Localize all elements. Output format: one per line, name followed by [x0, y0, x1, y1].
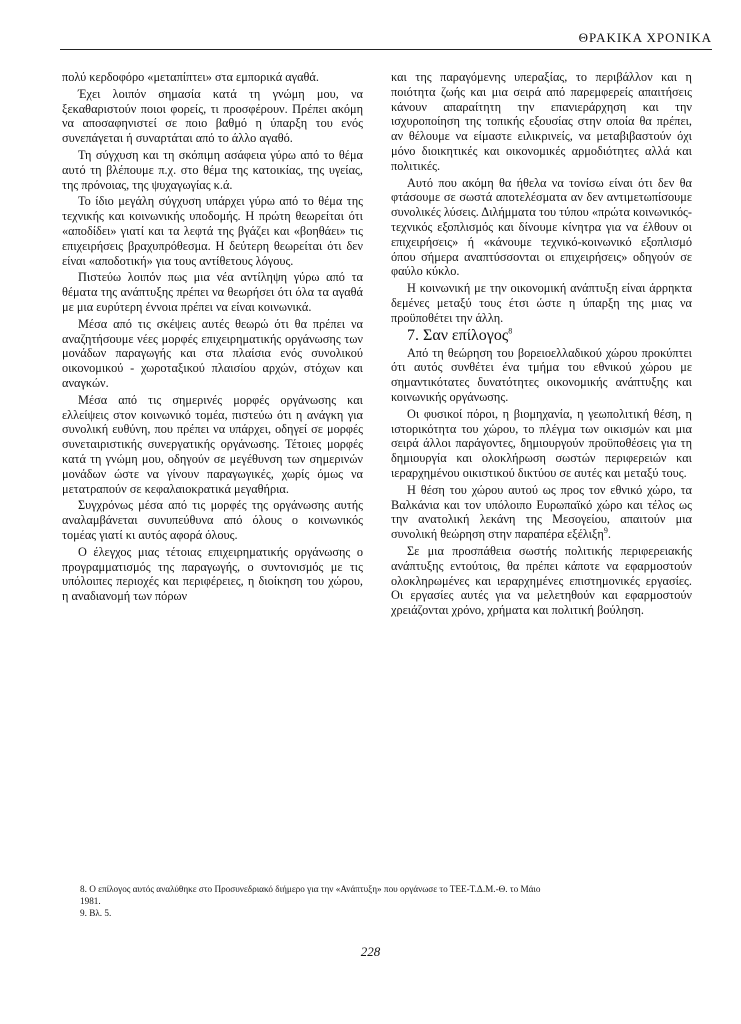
footnote: 8. Ο επίλογος αυτός αναλύθηκε στο Προσυνεδριακό διήμερο για την «Ανάπτυξη» που οργάνωσε το ΤΕΕ-Τ.Δ.Μ.-Θ. το Μάιο 1981.	[80, 884, 541, 906]
body-paragraph: Συγχρόνως μέσα από τις μορφές της οργάνωσης αυτής αναλαμβάνεται συνυπεύθυνα από όλους ο κοινωνικός τομέας γιατί κι αυτός αφορά όλους.	[62, 498, 363, 542]
body-paragraph: Πιστεύω λοιπόν πως μια νέα αντίληψη γύρω από τα θέματα της ανάπτυξης πρέπει να θεωρήσει ότι όλα τα αγαθά με μια ευρύτερη έννοια πρέπει να είναι κοινωνικά.	[62, 270, 363, 314]
section-heading	[391, 326, 692, 346]
body-paragraph	[391, 346, 692, 405]
paragraph-text: Οι φυσικοί πόροι, η βιομηχανία, η γεωπολιτική θέση, η ιστορικότητα του χώρου, το πλέγμα των οικισμών και μια σειρά άλλοι παράγοντες, δημιουργούν προϋποθέσεις για τη δημιουργία και ολοκλήρωση σωστών περιφερειών και ιεραρχημένου οικιστικού δικτύου σε αυτές και μεταξύ τους.	[391, 406, 692, 480]
body-paragraph: Το ίδιο μεγάλη σύγχυση υπάρχει γύρω από το θέμα της τεχνικής και κοινωνικής υποδομής. Η πρώτη θεωρείται ότι «αποδίδει» γιατί και τα λεφτά της βγάζει και «βοηθάει» τις επιχειρήσεις βραχυπρόθεσμα. Η δεύτερη θεωρείται ότι δεν είναι «αποδοτική» για τους αντίθετους λόγους.	[62, 194, 363, 268]
body-paragraph: Μέσα από τις σημερινές μορφές οργάνωσης και ελλείψεις στον κοινωνικό τομέα, πιστεύω ότι η ανάγκη για συνολική ευθύνη, που πρέπει να υπάρχει, οδηγεί σε μορφές συνεταιριστικής συνεργατικής οργάνωσης. Τέτοιες μορφές κατά τη γνώμη μου, οδηγούν σε μεγέθυνση των σημερινών μονάδων ώστε να γίνουν παραγωγικές, χωρίς όμως να μετατραπούν σε κεφαλαιοκρατικά μεγαθήρια.	[62, 392, 363, 496]
body-paragraph: πολύ κερδοφόρο «μεταπίπτει» στα εμπορικά αγαθά.	[62, 70, 319, 84]
section-heading-text: 7. Σαν επίλογος	[407, 326, 509, 344]
body-paragraph: και της παραγόμενης υπεραξίας, το περιβάλλον και η ποιότητα ζωής και μια σειρά από παρεμφερείς απαιτήσεις κάνουν απαραίτητη την επανιεράρχηση και την ισχυροποίηση της τοπικής εξουσίας στην οποία θα πρέπει, αν θέλουμε να είμαστε ειλικρινείς, να μεταβιβαστούν όχι μόνο διοικητικές και οικονομικές αρμοδιότητες αλλά και πολιτικές.	[391, 70, 692, 173]
body-paragraph	[391, 483, 692, 542]
body-paragraph: Μέσα από τις σκέψεις αυτές θεωρώ ότι θα πρέπει να αναζητήσουμε νέες μορφές επιχειρηματικής οργάνωσης των μονάδων παραγωγής και στα πλαίσια ενός συνολικού οικονομικού - χωροταξικού πλαισίου αρχών, στόχων και αναγκών.	[62, 316, 363, 390]
body-paragraph: Τη σύγχυση και τη σκόπιμη ασάφεια γύρω από το θέμα αυτό τη βλέπουμε π.χ. στο θέμα της κατοικίας, της υγείας, της πρόνοιας, της ψυχαγωγίας κ.ά.	[62, 147, 363, 192]
body-paragraph	[391, 544, 692, 618]
body-paragraph: Η κοινωνική με την οικονομική ανάπτυξη είναι άρρηκτα δεμένες μεταξύ τους έτσι ώστε η ύπαρξη της μιας να προϋποθέτει την άλλη.	[391, 281, 692, 325]
footnote-ref: 9	[603, 526, 608, 536]
body-paragraph: Έχει λοιπόν σημασία κατά τη γνώμη μου, να ξεκαθαριστούν ποιοι φορείς, τι προσφέρουν. Πρέπει ακόμη να αποσαφηνιστεί σε ποιο βαθμό η ύπαρξη του ενός συνεπάγεται ή συναρτάται από το άλλο αγαθό.	[62, 86, 363, 146]
footnote-ref: 8	[508, 326, 513, 336]
left-text-column	[62, 70, 363, 604]
right-text-column	[391, 70, 692, 618]
sentence-period: .	[607, 527, 611, 542]
paragraph-text: Η θέση του χώρου αυτού ως προς τον εθνικό χώρο, τα Βαλκάνια και τον υπόλοιπο Ευρωπαϊκό χώρο και τέλος ως την ανατολική λεκάνη της Μεσογείου, απαιτούν μια συνολική θεώρηση στην παραπέρα εξέλιξη	[391, 482, 692, 542]
footnote: 9. Βλ. 5.	[80, 908, 112, 918]
footnotes	[80, 883, 560, 919]
page-number: 228	[360, 944, 381, 959]
body-paragraph	[391, 407, 692, 481]
body-paragraph: Ο έλεγχος μιας τέτοιας επιχειρηματικής οργάνωσης ο προγραμματισμός της παραγωγής, ο συντονισμός με τις υπόλοιπες περιοχές και περιφέρειες, η διοίκηση του χώρου, η αναδιανομή των πόρων	[62, 544, 363, 604]
paragraph-text: Από τη θεώρηση του βορειοελλαδικού χώρου προκύπτει ότι αυτός συνθέτει ένα τμήμα του εθνικού χώρου με σημαντικότατες δυνατότητες οικονομικής ανάπτυξης και κοινωνικής οργάνωσης.	[391, 345, 692, 404]
running-title: ΘΡΑΚΙΚΑ ΧΡΟΝΙΚΑ	[60, 30, 712, 50]
paragraph-text: Σε μια προσπάθεια σωστής πολιτικής περιφερειακής ανάπτυξης εντούτοις, θα πρέπει κάποτε να εφαρμοστούν ολοκληρωμένες και ιεραρχημένες επιστημονικές εργασίες. Οι εργασίες αυτές για να μελετηθούν και εφαρμοστούν χρειάζονται χρόνο, χρήματα και πολιτική βούληση.	[391, 543, 692, 618]
body-paragraph: Αυτό που ακόμη θα ήθελα να τονίσω είναι ότι δεν θα φτάσουμε σε σωστά αποτελέσματα αν δεν αντιμετωπίσουμε συνολικές λύσεις. Διλήμματα του τύπου «πρώτα κοινωνικός-τεχνικός εξοπλισμός και δίνουμε κίνητρα για να έλθουν οι επιχειρήσεις» ή «κάνουμε τεχνικό-κοινωνικό εξοπλισμό όπου σήμερα αναπτύσσονται οι επιχειρήσεις» οδηγούν σε φαύλο κύκλο.	[391, 175, 692, 279]
